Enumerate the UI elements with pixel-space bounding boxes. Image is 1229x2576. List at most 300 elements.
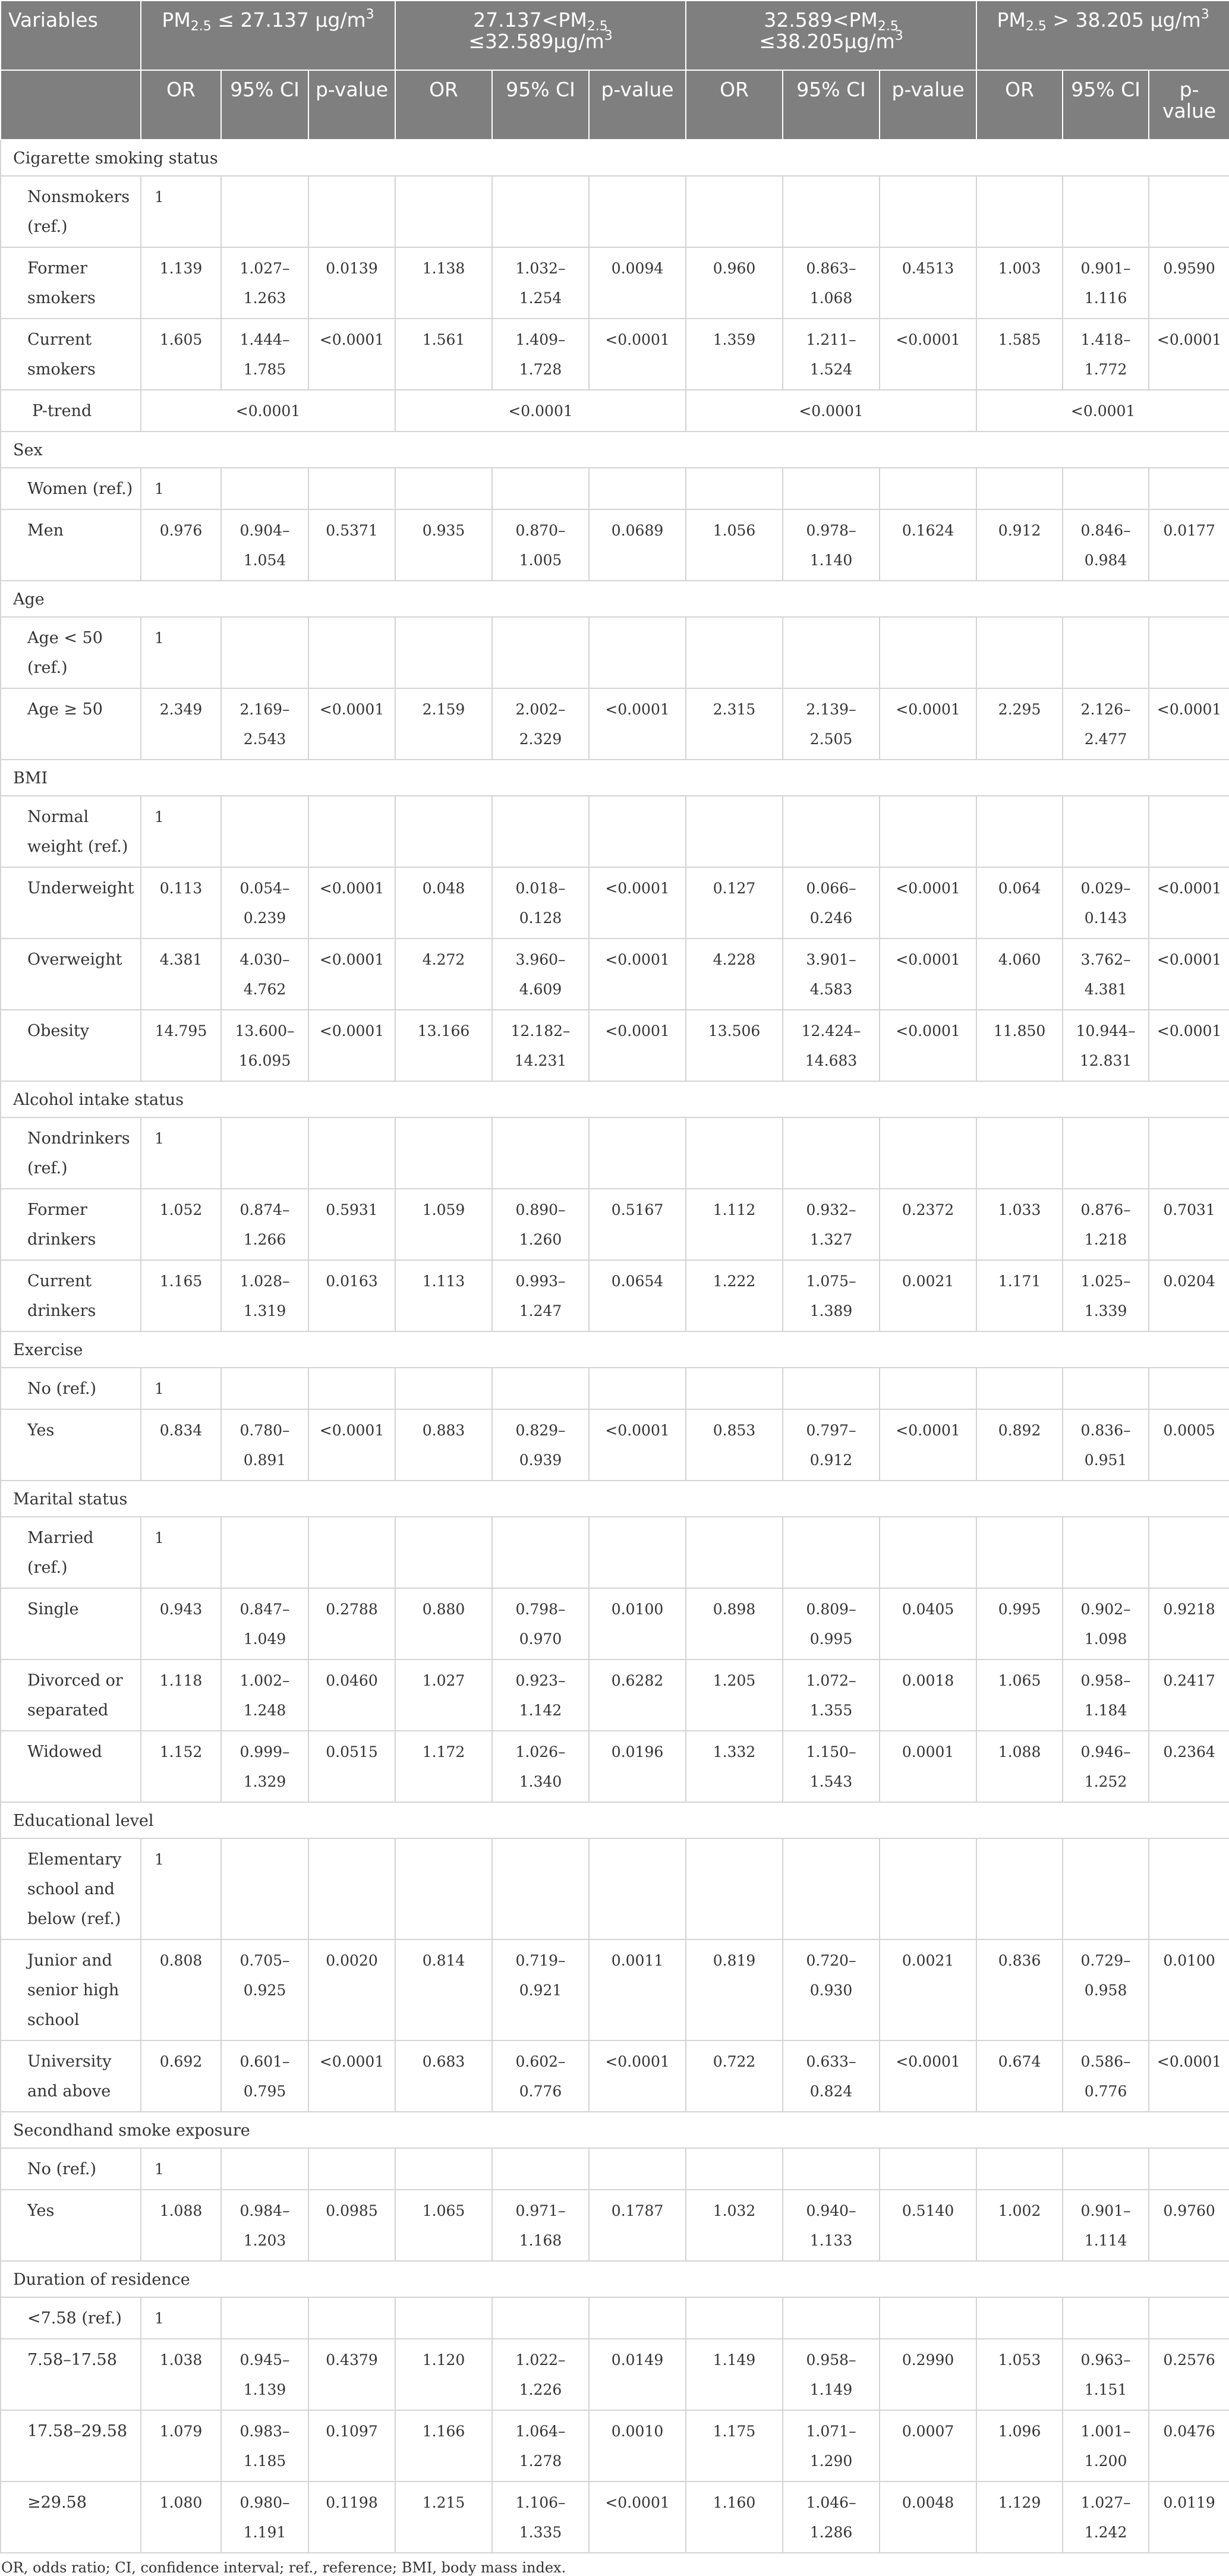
- p-value-cell: 0.0020: [308, 1939, 395, 2040]
- ci-cell: 0.904–1.054: [221, 509, 308, 581]
- or-cell: 1.205: [686, 1659, 783, 1731]
- table-footnote: OR, odds ratio; CI, confidence interval; ref., reference; BMI, body mass index.: [1, 2559, 566, 2576]
- ci-cell: 2.139–2.505: [783, 688, 880, 760]
- or-cell: 0.127: [686, 867, 783, 939]
- ci-cell: 0.054–0.239: [221, 867, 308, 939]
- p-value-cell: <0.0001: [589, 939, 686, 1010]
- p-value-cell: 0.2417: [1149, 1659, 1229, 1731]
- or-cell: 1.112: [686, 1189, 783, 1260]
- section-row-smoking: [1, 140, 1229, 176]
- ci-cell: 0.633–0.824: [783, 2040, 880, 2112]
- p-value-cell: 0.4379: [308, 2339, 395, 2410]
- ci-cell: 0.018–0.128: [492, 867, 589, 939]
- or-cell: 2.315: [686, 688, 783, 760]
- p-value-cell: 0.9760: [1149, 2190, 1229, 2261]
- empty-cell: [1063, 796, 1149, 867]
- empty-cell: [686, 1838, 783, 1939]
- or-cell: 1.160: [686, 2481, 783, 2553]
- p-value-cell: 0.0100: [589, 1588, 686, 1659]
- or-cell: 4.381: [141, 939, 221, 1010]
- header-ci: 95% CI: [783, 70, 880, 140]
- table-row: [1, 939, 1229, 1010]
- empty-cell: [1063, 2148, 1149, 2190]
- empty-cell: [783, 1117, 880, 1189]
- or-cell: 1.079: [141, 2410, 221, 2481]
- row-label: Obesity: [1, 1010, 141, 1081]
- empty-cell: [492, 1368, 589, 1409]
- or-cell: 1.088: [976, 1731, 1063, 1802]
- p-value-cell: <0.0001: [880, 688, 976, 760]
- p-value-cell: 0.0139: [308, 247, 395, 319]
- or-cell: 2.295: [976, 688, 1063, 760]
- or-cell: 0.064: [976, 867, 1063, 939]
- row-label: Former drinkers: [1, 1189, 141, 1260]
- p-value-cell: 0.0005: [1149, 1409, 1229, 1481]
- table-row: [1, 1731, 1229, 1802]
- or-cell: 1.149: [686, 2339, 783, 2410]
- p-value-cell: <0.0001: [880, 1409, 976, 1481]
- ci-cell: 0.958–1.149: [783, 2339, 880, 2410]
- or-cell: 1.088: [141, 2190, 221, 2261]
- or-cell: 0.935: [395, 509, 492, 581]
- or-cell: 1.118: [141, 1659, 221, 1731]
- p-value-cell: <0.0001: [308, 319, 395, 390]
- p-value-cell: 0.1198: [308, 2481, 395, 2553]
- empty-cell: [492, 1517, 589, 1588]
- table-row: [1, 1368, 1229, 1409]
- row-label: No (ref.): [1, 2148, 141, 2190]
- p-value-cell: 0.5167: [589, 1189, 686, 1260]
- reference-value: 1: [141, 1368, 221, 1409]
- p-value-cell: 0.0515: [308, 1731, 395, 1802]
- empty-cell: [492, 1838, 589, 1939]
- empty-cell: [783, 1368, 880, 1409]
- table-row: [1, 796, 1229, 867]
- p-value-cell: 0.0007: [880, 2410, 976, 2481]
- table-row: [1, 509, 1229, 581]
- row-label: Normal weight (ref.): [1, 796, 141, 867]
- or-cell: 0.722: [686, 2040, 783, 2112]
- or-cell: 1.222: [686, 1260, 783, 1331]
- empty-cell: [1149, 176, 1229, 247]
- empty-cell: [492, 1117, 589, 1189]
- row-label: Junior and senior high school: [1, 1939, 141, 2040]
- ci-cell: 0.999–1.329: [221, 1731, 308, 1802]
- empty-cell: [1149, 796, 1229, 867]
- ci-cell: 1.150–1.543: [783, 1731, 880, 1802]
- p-value-cell: 0.0460: [308, 1659, 395, 1731]
- section-row-residence: [1, 2261, 1229, 2297]
- row-label: Men: [1, 509, 141, 581]
- row-label: University and above: [1, 2040, 141, 2112]
- or-cell: 0.808: [141, 1939, 221, 2040]
- row-label: Nondrinkers (ref.): [1, 1117, 141, 1189]
- empty-cell: [308, 2297, 395, 2339]
- or-cell: 1.165: [141, 1260, 221, 1331]
- p-value-cell: 0.0010: [589, 2410, 686, 2481]
- empty-cell: [783, 1517, 880, 1588]
- or-cell: 2.349: [141, 688, 221, 760]
- p-value-cell: 0.2364: [1149, 1731, 1229, 1802]
- reference-value: 1: [141, 1517, 221, 1588]
- or-cell: 0.834: [141, 1409, 221, 1481]
- empty-cell: [783, 468, 880, 509]
- empty-cell: [880, 1838, 976, 1939]
- row-label: Yes: [1, 2190, 141, 2261]
- empty-cell: [880, 468, 976, 509]
- or-cell: 0.898: [686, 1588, 783, 1659]
- empty-cell: [976, 617, 1063, 688]
- row-label: Age < 50 (ref.): [1, 617, 141, 688]
- reference-value: 1: [141, 2148, 221, 2190]
- or-cell: 0.880: [395, 1588, 492, 1659]
- header-or: OR: [686, 70, 783, 140]
- empty-cell: [783, 1838, 880, 1939]
- or-cell: 1.166: [395, 2410, 492, 2481]
- row-label: Nonsmokers (ref.): [1, 176, 141, 247]
- p-value-cell: <0.0001: [589, 1010, 686, 1081]
- or-cell: 1.056: [686, 509, 783, 581]
- empty-cell: [976, 2297, 1063, 2339]
- table-body: [1, 140, 1229, 2553]
- ci-cell: 0.720–0.930: [783, 1939, 880, 2040]
- p-value-cell: 0.2990: [880, 2339, 976, 2410]
- p-value-cell: 0.1787: [589, 2190, 686, 2261]
- section-row-bmi: [1, 760, 1229, 796]
- p-value-cell: 0.0119: [1149, 2481, 1229, 2553]
- or-cell: 1.585: [976, 319, 1063, 390]
- row-label: P-trend: [1, 390, 141, 432]
- reference-value: 1: [141, 468, 221, 509]
- empty-cell: [308, 176, 395, 247]
- table-row: [1, 1939, 1229, 2040]
- section-heading: BMI: [1, 760, 1229, 796]
- ci-cell: 0.798–0.970: [492, 1588, 589, 1659]
- empty-cell: [686, 468, 783, 509]
- table-row: [1, 688, 1229, 760]
- table-row: [1, 1189, 1229, 1260]
- ci-cell: 0.932–1.327: [783, 1189, 880, 1260]
- table-row: [1, 2481, 1229, 2553]
- table-row: [1, 247, 1229, 319]
- empty-cell: [221, 1117, 308, 1189]
- or-cell: 1.359: [686, 319, 783, 390]
- ci-cell: 0.602–0.776: [492, 2040, 589, 2112]
- ci-cell: 0.797–0.912: [783, 1409, 880, 1481]
- p-value-cell: 0.0048: [880, 2481, 976, 2553]
- header-or: OR: [395, 70, 492, 140]
- empty-cell: [1063, 1517, 1149, 1588]
- ci-cell: 1.026–1.340: [492, 1731, 589, 1802]
- table-row: [1, 2410, 1229, 2481]
- empty-cell: [589, 1368, 686, 1409]
- empty-cell: [492, 176, 589, 247]
- table-row: [1, 617, 1229, 688]
- ci-cell: 0.836–0.951: [1063, 1409, 1149, 1481]
- empty-cell: [589, 2297, 686, 2339]
- row-label: ≥29.58: [1, 2481, 141, 2553]
- empty-cell: [1149, 617, 1229, 688]
- or-cell: 13.166: [395, 1010, 492, 1081]
- section-heading: Sex: [1, 432, 1229, 468]
- or-cell: 4.272: [395, 939, 492, 1010]
- p-value-cell: <0.0001: [589, 319, 686, 390]
- p-value-cell: <0.0001: [589, 688, 686, 760]
- ci-cell: 0.983–1.185: [221, 2410, 308, 2481]
- ci-cell: 0.984–1.203: [221, 2190, 308, 2261]
- or-cell: 1.065: [976, 1659, 1063, 1731]
- or-cell: 1.096: [976, 2410, 1063, 2481]
- ci-cell: 0.901–1.114: [1063, 2190, 1149, 2261]
- header-ci: 95% CI: [221, 70, 308, 140]
- p-value-cell: 0.9218: [1149, 1588, 1229, 1659]
- table-row: [1, 1260, 1229, 1331]
- table-header: [1, 1, 1229, 140]
- ci-cell: 0.847–1.049: [221, 1588, 308, 1659]
- p-value-cell: 0.0021: [880, 1939, 976, 2040]
- p-value-cell: 0.0094: [589, 247, 686, 319]
- empty-cell: [1149, 2148, 1229, 2190]
- ci-cell: 0.874–1.266: [221, 1189, 308, 1260]
- p-value-cell: <0.0001: [1149, 319, 1229, 390]
- or-cell: 1.215: [395, 2481, 492, 2553]
- ci-cell: 0.829–0.939: [492, 1409, 589, 1481]
- p-value-cell: 0.0163: [308, 1260, 395, 1331]
- p-value-cell: <0.0001: [308, 2040, 395, 2112]
- ci-cell: 0.719–0.921: [492, 1939, 589, 2040]
- empty-cell: [308, 2148, 395, 2190]
- or-cell: 11.850: [976, 1010, 1063, 1081]
- empty-cell: [221, 2148, 308, 2190]
- empty-cell: [395, 617, 492, 688]
- table-row: [1, 2339, 1229, 2410]
- p-value-cell: 0.0021: [880, 1260, 976, 1331]
- or-cell: 0.960: [686, 247, 783, 319]
- p-value-cell: <0.0001: [1149, 939, 1229, 1010]
- empty-cell: [221, 2297, 308, 2339]
- section-heading: Age: [1, 581, 1229, 617]
- ci-cell: 0.923–1.142: [492, 1659, 589, 1731]
- ci-cell: 2.169–2.543: [221, 688, 308, 760]
- table-row: [1, 1010, 1229, 1081]
- or-cell: 1.080: [141, 2481, 221, 2553]
- ci-cell: 4.030–4.762: [221, 939, 308, 1010]
- section-heading: Exercise: [1, 1331, 1229, 1368]
- empty-cell: [308, 796, 395, 867]
- ci-cell: 12.182–14.231: [492, 1010, 589, 1081]
- or-cell: 2.159: [395, 688, 492, 760]
- header-p: p-value: [589, 70, 686, 140]
- empty-cell: [976, 796, 1063, 867]
- section-heading: Cigarette smoking status: [1, 140, 1229, 176]
- section-heading: Educational level: [1, 1802, 1229, 1838]
- empty-cell: [395, 2297, 492, 2339]
- empty-cell: [589, 1838, 686, 1939]
- or-cell: 1.059: [395, 1189, 492, 1260]
- ci-cell: 13.600–16.095: [221, 1010, 308, 1081]
- p-value-cell: <0.0001: [589, 1409, 686, 1481]
- empty-cell: [1063, 1368, 1149, 1409]
- empty-cell: [783, 2297, 880, 2339]
- p-value-cell: 0.0985: [308, 2190, 395, 2261]
- or-cell: 1.139: [141, 247, 221, 319]
- empty-cell: [1149, 1517, 1229, 1588]
- or-cell: 1.002: [976, 2190, 1063, 2261]
- header-group-1: $PM_{2.5} \le 27.137$ $\mu g/m^3$: [141, 1, 395, 70]
- section-heading: Secondhand smoke exposure: [1, 2112, 1229, 2148]
- or-cell: 1.003: [976, 247, 1063, 319]
- ci-cell: 3.762–4.381: [1063, 939, 1149, 1010]
- empty-cell: [976, 1517, 1063, 1588]
- empty-cell: [880, 796, 976, 867]
- or-cell: 0.892: [976, 1409, 1063, 1481]
- p-value-cell: 0.2788: [308, 1588, 395, 1659]
- or-cell: 0.113: [141, 867, 221, 939]
- header-or: OR: [976, 70, 1063, 140]
- p-value-cell: 0.0204: [1149, 1260, 1229, 1331]
- empty-cell: [686, 2148, 783, 2190]
- p-value-cell: <0.0001: [880, 867, 976, 939]
- ci-cell: 1.072–1.355: [783, 1659, 880, 1731]
- ci-cell: 1.032–1.254: [492, 247, 589, 319]
- empty-cell: [492, 2148, 589, 2190]
- row-label: No (ref.): [1, 1368, 141, 1409]
- ci-cell: 1.028–1.319: [221, 1260, 308, 1331]
- p-value-cell: 0.0196: [589, 1731, 686, 1802]
- empty-cell: [686, 2297, 783, 2339]
- table-row: [1, 2148, 1229, 2190]
- empty-cell: [880, 2148, 976, 2190]
- empty-cell: [976, 2148, 1063, 2190]
- ci-cell: 1.022–1.226: [492, 2339, 589, 2410]
- p-value-cell: <0.0001: [880, 939, 976, 1010]
- section-row-alcohol: [1, 1081, 1229, 1117]
- section-heading: Marital status: [1, 1481, 1229, 1517]
- or-cell: 1.038: [141, 2339, 221, 2410]
- p-value-cell: 0.1097: [308, 2410, 395, 2481]
- header-or: OR: [141, 70, 221, 140]
- p-trend-value: <0.0001: [976, 390, 1229, 432]
- or-cell: 0.883: [395, 1409, 492, 1481]
- p-value-cell: 0.0689: [589, 509, 686, 581]
- empty-cell: [395, 796, 492, 867]
- or-cell: 0.912: [976, 509, 1063, 581]
- row-label: Widowed: [1, 1731, 141, 1802]
- or-cell: 0.683: [395, 2040, 492, 2112]
- ci-cell: 1.046–1.286: [783, 2481, 880, 2553]
- p-value-cell: <0.0001: [589, 867, 686, 939]
- row-label: Elementary school and below (ref.): [1, 1838, 141, 1939]
- ci-cell: 0.971–1.168: [492, 2190, 589, 2261]
- empty-cell: [1149, 1117, 1229, 1189]
- or-cell: 13.506: [686, 1010, 783, 1081]
- empty-cell: [589, 617, 686, 688]
- row-label: Age ≥ 50: [1, 688, 141, 760]
- empty-cell: [589, 176, 686, 247]
- or-cell: 0.692: [141, 2040, 221, 2112]
- header-ci: 95% CI: [492, 70, 589, 140]
- or-cell: 0.048: [395, 867, 492, 939]
- empty-cell: [686, 1368, 783, 1409]
- section-row-exercise: [1, 1331, 1229, 1368]
- ci-cell: 3.901–4.583: [783, 939, 880, 1010]
- empty-cell: [686, 1517, 783, 1588]
- p-value-cell: 0.6282: [589, 1659, 686, 1731]
- p-value-cell: 0.5931: [308, 1189, 395, 1260]
- p-value-cell: <0.0001: [1149, 688, 1229, 760]
- ci-cell: 0.963–1.151: [1063, 2339, 1149, 2410]
- or-cell: 1.129: [976, 2481, 1063, 2553]
- empty-cell: [221, 1517, 308, 1588]
- p-value-cell: 0.2576: [1149, 2339, 1229, 2410]
- p-value-cell: <0.0001: [308, 1409, 395, 1481]
- p-value-cell: <0.0001: [1149, 2040, 1229, 2112]
- empty-cell: [686, 617, 783, 688]
- empty-cell: [395, 1117, 492, 1189]
- empty-cell: [686, 176, 783, 247]
- ci-cell: 0.980–1.191: [221, 2481, 308, 2553]
- p-value-cell: <0.0001: [308, 867, 395, 939]
- table-row: [1, 2190, 1229, 2261]
- table-row: [1, 1659, 1229, 1731]
- row-label: 17.58–29.58: [1, 2410, 141, 2481]
- empty-cell: [1063, 617, 1149, 688]
- empty-cell: [395, 468, 492, 509]
- or-cell: 0.995: [976, 1588, 1063, 1659]
- empty-cell: [308, 1838, 395, 1939]
- row-label: Single: [1, 1588, 141, 1659]
- or-cell: 1.065: [395, 2190, 492, 2261]
- row-label: <7.58 (ref.): [1, 2297, 141, 2339]
- ci-cell: 0.876–1.218: [1063, 1189, 1149, 1260]
- empty-cell: [976, 1368, 1063, 1409]
- reference-value: 1: [141, 617, 221, 688]
- ci-cell: 0.729–0.958: [1063, 1939, 1149, 2040]
- section-row-education: [1, 1802, 1229, 1838]
- section-heading: Alcohol intake status: [1, 1081, 1229, 1117]
- or-cell: 1.052: [141, 1189, 221, 1260]
- empty-cell: [395, 176, 492, 247]
- ci-cell: 0.809–0.995: [783, 1588, 880, 1659]
- ci-cell: 0.978–1.140: [783, 509, 880, 581]
- ci-cell: 0.958–1.184: [1063, 1659, 1149, 1731]
- row-label: Former smokers: [1, 247, 141, 319]
- empty-cell: [976, 1838, 1063, 1939]
- or-cell: 0.853: [686, 1409, 783, 1481]
- header-p: p-value: [1149, 70, 1229, 140]
- empty-cell: [589, 468, 686, 509]
- p-value-cell: 0.0654: [589, 1260, 686, 1331]
- header-group-3: $32.589<PM_{2.5} \le 38.205\mu g/m^3$: [686, 1, 976, 70]
- empty-cell: [221, 1368, 308, 1409]
- ci-cell: 0.890–1.260: [492, 1189, 589, 1260]
- p-trend-value: <0.0001: [141, 390, 395, 432]
- p-value-cell: <0.0001: [1149, 867, 1229, 939]
- empty-cell: [880, 1368, 976, 1409]
- empty-cell: [1063, 1117, 1149, 1189]
- empty-cell: [1063, 176, 1149, 247]
- ci-cell: 1.002–1.248: [221, 1659, 308, 1731]
- table-row: [1, 319, 1229, 390]
- table-row: [1, 390, 1229, 432]
- empty-cell: [1149, 1368, 1229, 1409]
- p-value-cell: <0.0001: [308, 1010, 395, 1081]
- empty-cell: [221, 617, 308, 688]
- empty-cell: [221, 176, 308, 247]
- empty-cell: [308, 468, 395, 509]
- p-value-cell: 0.4513: [880, 247, 976, 319]
- ci-cell: 0.705–0.925: [221, 1939, 308, 2040]
